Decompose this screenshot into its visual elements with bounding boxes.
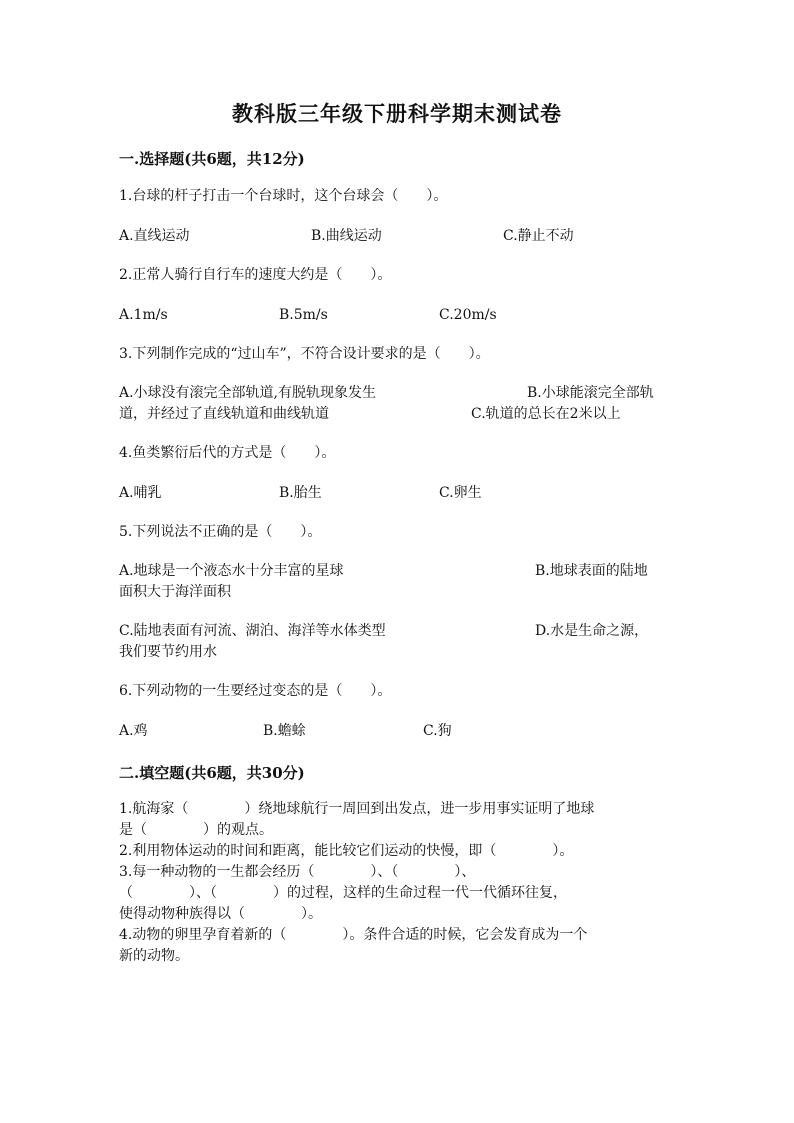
fill-1-line-1: 1.航海家（ ）绕地球航行一周回到出发点，进一步用事实证明了地球: [119, 801, 595, 817]
option-c: C.静止不动: [503, 228, 574, 244]
fill-3-line-3: 使得动物种族得以（ ）。: [119, 906, 322, 922]
option-b: B.蟾蜍: [263, 723, 306, 739]
section-heading-choice: 一.选择题(共6题，共12分): [119, 150, 305, 168]
question-5-options-ab: [119, 561, 679, 603]
page-title: 教科版三年级下册科学期末测试卷: [232, 101, 562, 126]
question-3-stem: 3.下列制作完成的“过山车”，不符合设计要求的是（ ）。: [119, 346, 490, 362]
fill-4-line-1: 4.动物的卵里孕育着新的（ ）。条件合适的时候，它会发育成为一个: [119, 927, 588, 943]
option-b: B.5m/s: [279, 307, 328, 323]
fill-3-line-2: （ ）、（ ）的过程，这样的生命过程一代一代循环往复，: [119, 885, 567, 901]
option-a: A.直线运动: [119, 228, 190, 244]
question-3-options: [119, 383, 679, 425]
fill-1-line-2: 是（ ）的观点。: [119, 822, 273, 838]
section-heading-fill-blank: 二.填空题(共6题，共30分): [119, 764, 305, 782]
option-d: D.水是生命之源，: [535, 623, 649, 639]
fill-2-line-1: 2.利用物体运动的时间和距离，能比较它们运动的快慢，即（ ）。: [119, 843, 574, 859]
option-b: B.曲线运动: [311, 228, 382, 244]
option-d-continued: 我们要节约用水: [119, 644, 217, 660]
option-c: C.20m/s: [439, 307, 497, 323]
option-b: B.小球能滚完全部轨: [527, 385, 654, 401]
question-5-options-cd: [119, 621, 679, 663]
option-b: B.胎生: [279, 485, 322, 501]
option-c: C.轨道的总长在2米以上: [471, 406, 621, 422]
fill-blank-questions: [119, 799, 679, 967]
option-a: A.地球是一个液态水十分丰富的星球: [119, 563, 344, 579]
question-5-stem: 5.下列说法不正确的是（ ）。: [119, 524, 322, 540]
option-a: A.1m/s: [119, 307, 168, 323]
question-6-options: [119, 721, 679, 743]
question-6-stem: 6.下列动物的一生要经过变态的是（ ）。: [119, 683, 392, 699]
option-b: B.地球表面的陆地: [535, 563, 648, 579]
option-c: C.狗: [423, 723, 452, 739]
fill-3-line-1: 3.每一种动物的一生都会经历（ ）、（ ）、: [119, 864, 476, 880]
fill-4-line-2: 新的动物。: [119, 948, 189, 964]
question-4-options: [119, 483, 679, 505]
question-1-options: [119, 226, 679, 248]
option-a: A.小球没有滚完全部轨道,有脱轨现象发生: [119, 385, 377, 401]
option-a: A.哺乳: [119, 485, 162, 501]
question-2-stem: 2.正常人骑行自行车的速度大约是（ ）。: [119, 267, 392, 283]
option-a: A.鸡: [119, 723, 148, 739]
option-b-continued: 面积大于海洋面积: [119, 584, 231, 600]
question-1-stem: 1.台球的杆子打击一个台球时，这个台球会（ ）。: [119, 188, 448, 204]
option-c: C.卵生: [439, 485, 482, 501]
question-4-stem: 4.鱼类繁衍后代的方式是（ ）。: [119, 445, 336, 461]
option-b-continued: 道，并经过了直线轨道和曲线轨道: [119, 406, 329, 422]
question-2-options: [119, 305, 679, 327]
option-c: C.陆地表面有河流、湖泊、海洋等水体类型: [119, 623, 386, 639]
